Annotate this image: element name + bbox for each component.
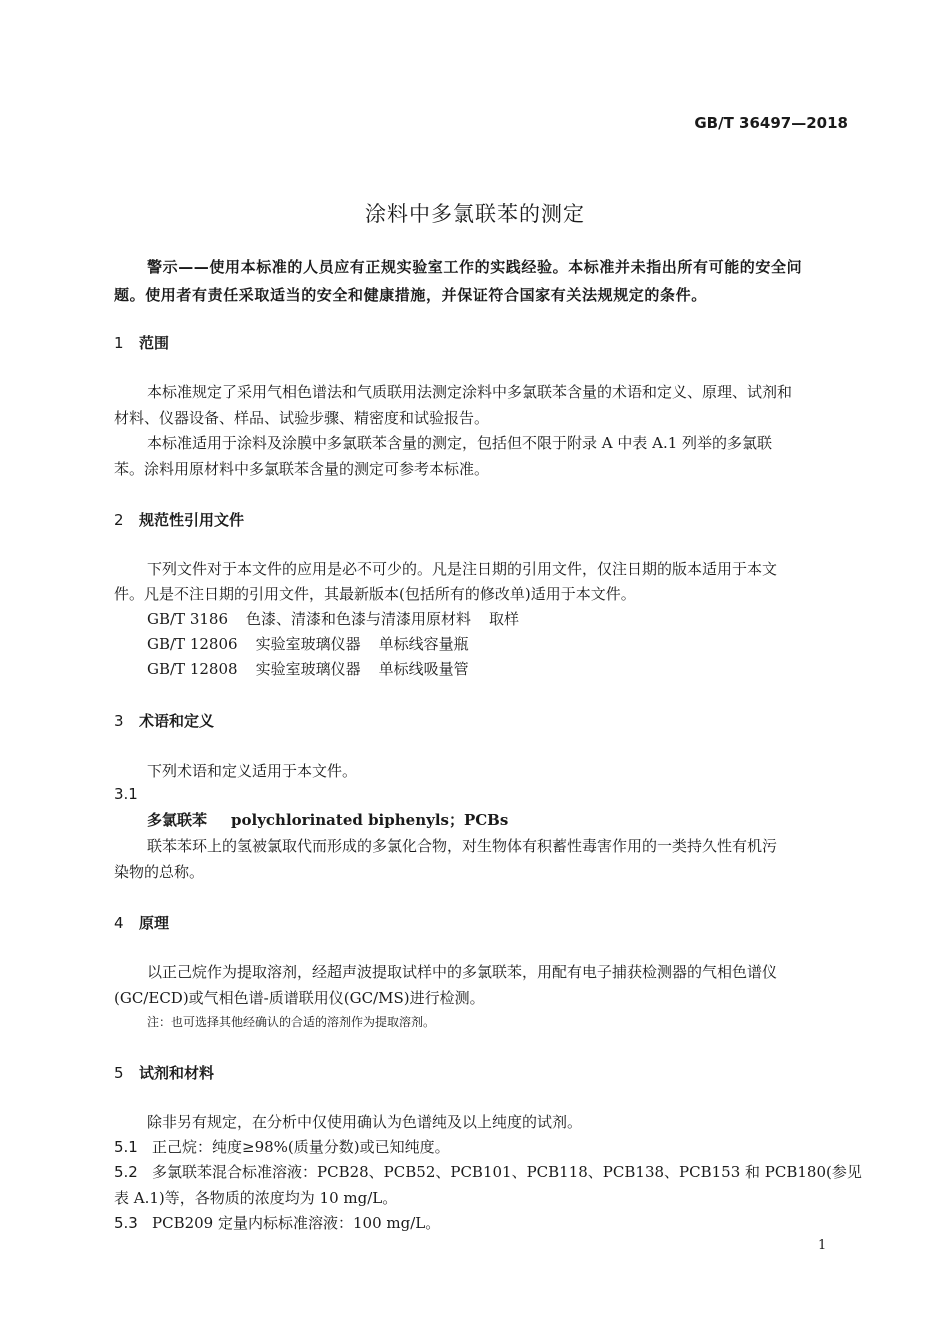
section-1-heading [114,332,169,353]
paragraph-line: 件。凡是不注日期的引用文件，其最新版本(包括所有的修改单)适用于本文件。 [114,585,636,603]
list-item [114,1161,862,1182]
section-4-heading [114,912,169,933]
warning-line-1: 警示——使用本标准的人员应有正规实验室工作的实践经验。本标准并未指出所有可能的安全问 [147,258,803,276]
section-title: 范围 [139,334,170,352]
term-entry [147,809,508,830]
paragraph-line: 下列术语和定义适用于本文件。 [147,762,358,780]
standard-code: GB/T 36497—2018 [694,114,848,132]
paragraph-line: 本标准适用于涂料及涂膜中多氯联苯含量的测定，包括但不限于附录 A 中表 A.1 列举的多氯联 [147,434,773,452]
section-number: 5 [114,1064,124,1082]
reference-subject: 单标线容量瓶 [378,635,469,653]
reference-name: 色漆、清漆和色漆与清漆用原材料 [246,610,472,628]
section-2-heading [114,509,244,530]
list-item [114,1136,450,1157]
paragraph-line: 材料、仪器设备、样品、试验步骤、精密度和试验报告。 [114,409,490,427]
reference-name: 实验室玻璃仪器 [255,660,361,678]
term-chinese: 多氯联苯 [147,811,208,829]
item-text: 多氯联苯混合标准溶液：PCB28、PCB52、PCB101、PCB118、PCB138、PCB153 和 PCB180(参见 [152,1163,862,1181]
paragraph-line: 除非另有规定，在分析中仅使用确认为色谱纯及以上纯度的试剂。 [147,1113,583,1131]
item-number: 5.1 [114,1138,138,1156]
section-title: 规范性引用文件 [139,511,245,529]
reference-subject: 单标线吸量管 [378,660,469,678]
paragraph-line: 苯。涂料用原材料中多氯联苯含量的测定可参考本标准。 [114,460,490,478]
reference-code: GB/T 3186 [147,610,229,628]
reference-subject: 取样 [489,610,520,628]
paragraph-line: 表 A.1)等，各物质的浓度均为 10 mg/L。 [114,1189,398,1207]
section-number: 1 [114,334,124,352]
document-title: 涂料中多氯联苯的测定 [365,202,585,226]
reference-item [147,658,469,679]
section-title: 原理 [139,914,170,932]
reference-item [147,633,469,654]
reference-name: 实验室玻璃仪器 [255,635,361,653]
section-number: 4 [114,914,124,932]
subsection-number: 3.1 [114,785,138,803]
reference-item [147,608,519,629]
section-number: 3 [114,712,124,730]
paragraph-line: 下列文件对于本文件的应用是必不可少的。凡是注日期的引用文件，仅注日期的版本适用于本文 [147,560,778,578]
warning-line-2: 题。使用者有责任采取适当的安全和健康措施，并保证符合国家有关法规规定的条件。 [114,286,707,304]
reference-code: GB/T 12806 [147,635,238,653]
section-3-heading [114,710,214,731]
paragraph-line: 染物的总称。 [114,863,205,881]
reference-code: GB/T 12808 [147,660,238,678]
paragraph-line: 以正己烷作为提取溶剂，经超声波提取试样中的多氯联苯，用配有电子捕获检测器的气相色谱仪 [147,963,778,981]
section-5-heading [114,1062,214,1083]
item-text: PCB209 定量内标标准溶液：100 mg/L。 [152,1214,441,1232]
section-title: 试剂和材料 [139,1064,215,1082]
item-number: 5.2 [114,1163,138,1181]
section-title: 术语和定义 [139,712,215,730]
item-text: 正己烷：纯度≥98%(质量分数)或已知纯度。 [152,1138,450,1156]
list-item [114,1212,440,1233]
paragraph-line: 联苯苯环上的氢被氯取代而形成的多氯化合物，对生物体有积蓄性毒害作用的一类持久性有机污 [147,837,778,855]
item-number: 5.3 [114,1214,138,1232]
paragraph-line: 本标准规定了采用气相色谱法和气质联用法测定涂料中多氯联苯含量的术语和定义、原理、试剂和 [147,383,793,401]
section-number: 2 [114,511,124,529]
paragraph-line: (GC/ECD)或气相色谱-质谱联用仪(GC/MS)进行检测。 [114,989,485,1007]
page-number: 1 [818,1238,827,1253]
note: 注：也可选择其他经确认的合适的溶剂作为提取溶剂。 [147,1015,436,1029]
term-english: polychlorinated biphenyls；PCBs [231,811,509,829]
